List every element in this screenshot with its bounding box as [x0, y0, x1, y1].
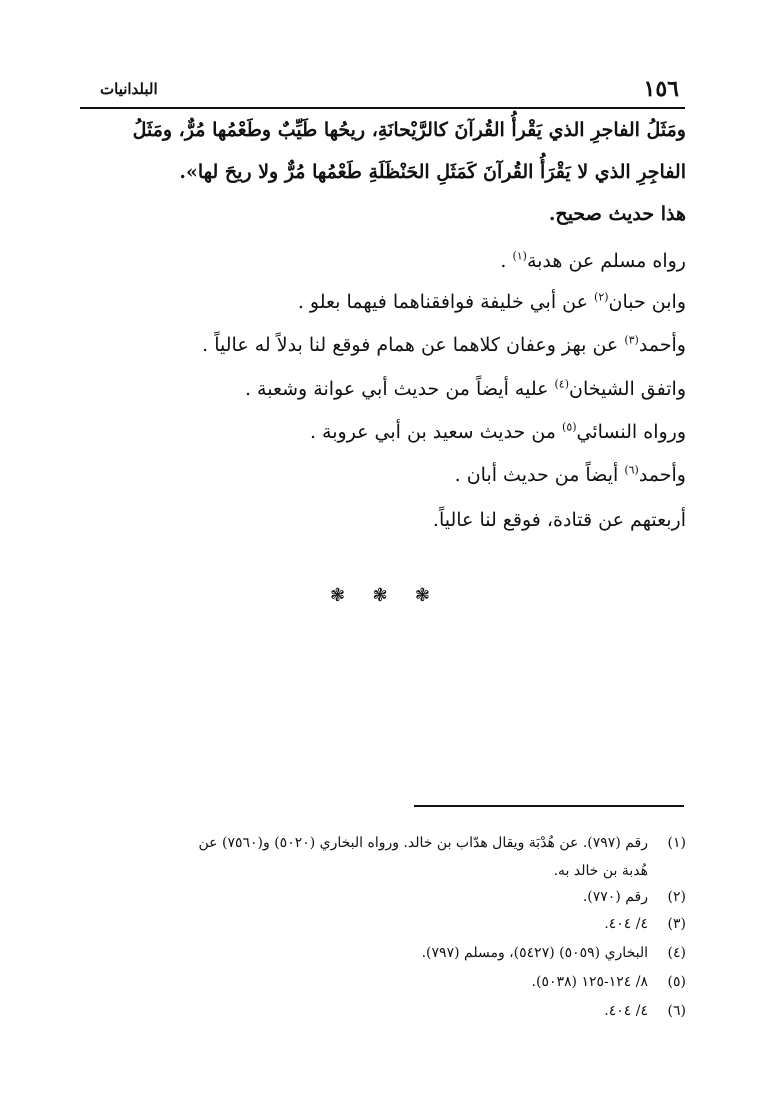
footnote-ref[interactable]: (١) — [512, 249, 527, 263]
source-text: رواه مسلم عن هدبة — [526, 250, 686, 272]
star-ornament-icon: ❃ — [414, 585, 430, 606]
footnote-1-continuation: هُدبة بن خالد به. — [553, 863, 648, 879]
source-text: من حديث سعيد بن أبي عروبة . — [309, 421, 563, 443]
footnote-text: ٨/ ١٢٤-١٢٥ (٥٠٣٨). — [531, 974, 648, 990]
star-ornament-icon: ❃ — [330, 585, 346, 606]
source-text: ورواه النسائي — [576, 421, 686, 443]
source-text: واتفق الشيخان — [569, 378, 686, 400]
running-title: البلدانيات — [100, 80, 158, 98]
source-text: أيضاً من حديث أبان . — [454, 464, 625, 486]
source-text: وابن حبان — [608, 291, 686, 313]
source-text: . — [500, 250, 513, 272]
source-line-5 — [310, 417, 686, 447]
hadith-text-line-1: ومَثَلُ الفاجرِ الذي يَقْرأُ القُرآنَ كالرَّيْحانَةِ، ريحُها طَيِّبٌ وطَعْمُها مُرٌّ، ومَثَلُ — [132, 119, 686, 141]
footnote-ref[interactable]: (٣) — [624, 333, 639, 347]
star-ornament-icon: ❃ — [372, 585, 388, 606]
footnote-number: (٣) — [667, 916, 686, 932]
header-rule — [80, 107, 685, 109]
footnote-ref[interactable]: (٤) — [554, 377, 569, 391]
footnote-number: (٤) — [667, 945, 686, 961]
source-text: وأحمد — [638, 464, 686, 486]
footnote-6 — [80, 1000, 686, 1022]
footnote-number: (٢) — [667, 889, 686, 905]
footnote-ref[interactable]: (٦) — [624, 463, 639, 477]
footnote-text: ٤/ ٤٠٤. — [604, 1003, 648, 1019]
source-line-6 — [455, 460, 686, 490]
footnote-text: البخاري (٥٠٥٩) (٥٤٢٧)، ومسلم (٧٩٧). — [421, 945, 648, 961]
source-line-4 — [245, 374, 686, 404]
footnote-number: (٦) — [667, 1003, 686, 1019]
footnote-number: (٥) — [667, 974, 686, 990]
footnote-ref[interactable]: (٢) — [594, 290, 609, 304]
footnote-3 — [80, 913, 686, 935]
footnote-4 — [80, 942, 686, 964]
footnote-number: (١) — [667, 835, 686, 851]
footnote-5 — [80, 971, 686, 993]
page-number: ١٥٦ — [643, 76, 679, 102]
source-text: عن بهز وعفان كلاهما عن همام فوقع لنا بدلاً له عالياً . — [202, 334, 625, 356]
source-line-1 — [500, 246, 686, 276]
source-text: عن أبي خليفة فوافقناهما فيهما بعلو . — [297, 291, 595, 313]
footnote-text: رقم (٧٩٧). عن هُدْبَة ويقال هدّاب بن خالد. ورواه البخاري (٥٠٢٠) و(٧٥٦٠) عن — [198, 835, 648, 851]
source-line-3 — [202, 330, 686, 360]
footnote-rule — [414, 805, 684, 807]
source-text: وأحمد — [638, 334, 686, 356]
footnote-ref[interactable]: (٥) — [562, 420, 577, 434]
section-separator — [330, 585, 430, 611]
hadith-grade: هذا حديث صحيح. — [548, 203, 686, 225]
footnote-2 — [80, 886, 686, 908]
closing-line: أربعتهم عن قتادة، فوقع لنا عالياً. — [432, 509, 686, 531]
footnote-text: ٤/ ٤٠٤. — [604, 916, 648, 932]
page-header — [80, 76, 685, 102]
footnote-text: رقم (٧٧٠). — [582, 889, 648, 905]
source-line-2 — [298, 287, 686, 317]
source-text: عليه أيضاً من حديث أبي عوانة وشعبة . — [244, 378, 555, 400]
footnote-1 — [80, 832, 686, 854]
hadith-text-line-2: الفاجِرِ الذي لا يَقْرَأُ القُرآنَ كَمَثَلِ الحَنْظَلَةِ طَعْمُها مُرٌّ ولا ريحَ لها». — [179, 161, 686, 183]
